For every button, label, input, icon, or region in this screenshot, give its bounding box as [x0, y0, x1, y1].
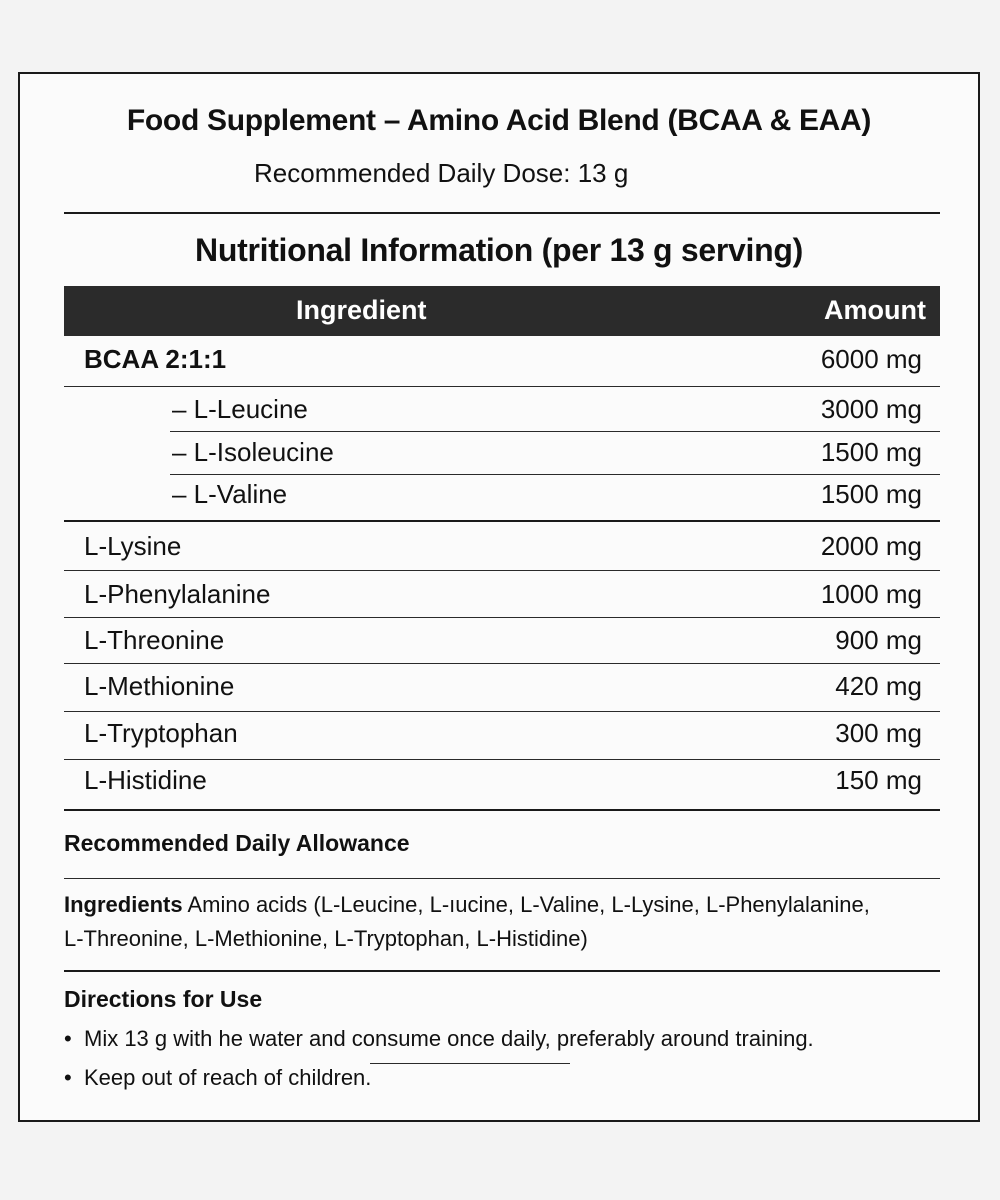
ingredients-label: Ingredients [64, 892, 183, 917]
ingredient-amount: 1000 mg [820, 579, 922, 609]
bullet-icon: • [64, 1026, 72, 1051]
row-divider [64, 570, 940, 571]
rda-heading: Recommended Daily Allowance [64, 830, 410, 856]
ingredient-amount: 420 mg [835, 671, 922, 701]
ingredient-name: L-Phenylalanine [84, 579, 271, 609]
ingredient-amount: 300 mg [835, 718, 922, 748]
recommended-dose: Recommended Daily Dose: 13 g [254, 158, 629, 188]
row-divider [64, 711, 940, 712]
ingredient-name: L-Tryptophan [84, 718, 238, 748]
ingredient-amount: 900 mg [835, 625, 922, 655]
ingredient-name: BCAA 2:1:1 [84, 344, 227, 374]
ingredient-name: L-Histidine [84, 765, 207, 795]
table-row [84, 344, 922, 384]
ingredient-name: L-Lysine [84, 531, 182, 561]
ingredient-name: – L-Valine [172, 479, 288, 509]
column-header-amount: Amount [824, 295, 926, 325]
ingredient-amount: 3000 mg [820, 394, 922, 424]
ingredient-name: L-Threonine [84, 625, 225, 655]
row-divider [64, 386, 940, 387]
ingredient-name: – L-Leucine [172, 394, 308, 424]
directions-item [64, 1065, 371, 1091]
divider [64, 878, 940, 879]
underline-mark [370, 1063, 570, 1064]
column-header-ingredient: Ingredient [296, 295, 427, 325]
table-row [84, 765, 922, 805]
ingredients-text-line2: L-Threonine, L-Methionine, L-Tryptophan, L-Histidine) [64, 926, 588, 951]
divider [64, 970, 940, 972]
directions-item [64, 1026, 814, 1052]
ingredient-amount: 1500 mg [820, 437, 922, 467]
ingredient-amount: 150 mg [835, 765, 922, 795]
ingredient-name: – L-Isoleucine [172, 437, 334, 467]
table-row [84, 437, 922, 477]
directions-text: Keep out of reach of children. [84, 1065, 372, 1090]
row-divider [170, 474, 940, 475]
directions-heading: Directions for Use [64, 986, 263, 1012]
divider [64, 212, 940, 214]
product-title: Food Supplement – Amino Acid Blend (BCAA & EAA) [126, 104, 872, 137]
table-row [84, 394, 922, 434]
table-row [84, 579, 922, 619]
nutrition-table-header [64, 286, 940, 336]
table-row [84, 625, 922, 665]
directions-text: Mix 13 g with he water and consume once daily, preferably around training. [84, 1026, 814, 1051]
row-divider [170, 431, 940, 432]
nutrition-section-title: Nutritional Information (per 13 g serving) [195, 232, 803, 268]
ingredient-name: L-Methionine [84, 671, 235, 701]
table-row [84, 531, 922, 571]
ingredient-amount: 2000 mg [820, 531, 922, 561]
ingredient-amount: 6000 mg [820, 344, 922, 374]
row-divider [64, 520, 940, 522]
table-row [84, 671, 922, 711]
row-divider [64, 663, 940, 664]
table-row [84, 479, 922, 519]
ingredients-text-line1: Amino acids (L-Leucine, L-ıucine, L-Valine, L-Lysine, L-Phenylalanine, [182, 892, 870, 917]
table-row [84, 718, 922, 758]
row-divider [64, 617, 940, 618]
supplement-label [18, 72, 980, 1122]
bullet-icon: • [64, 1065, 72, 1090]
ingredient-amount: 1500 mg [820, 479, 922, 509]
table-bottom-rule [64, 809, 940, 811]
ingredients-statement [64, 888, 964, 956]
row-divider [64, 759, 940, 760]
